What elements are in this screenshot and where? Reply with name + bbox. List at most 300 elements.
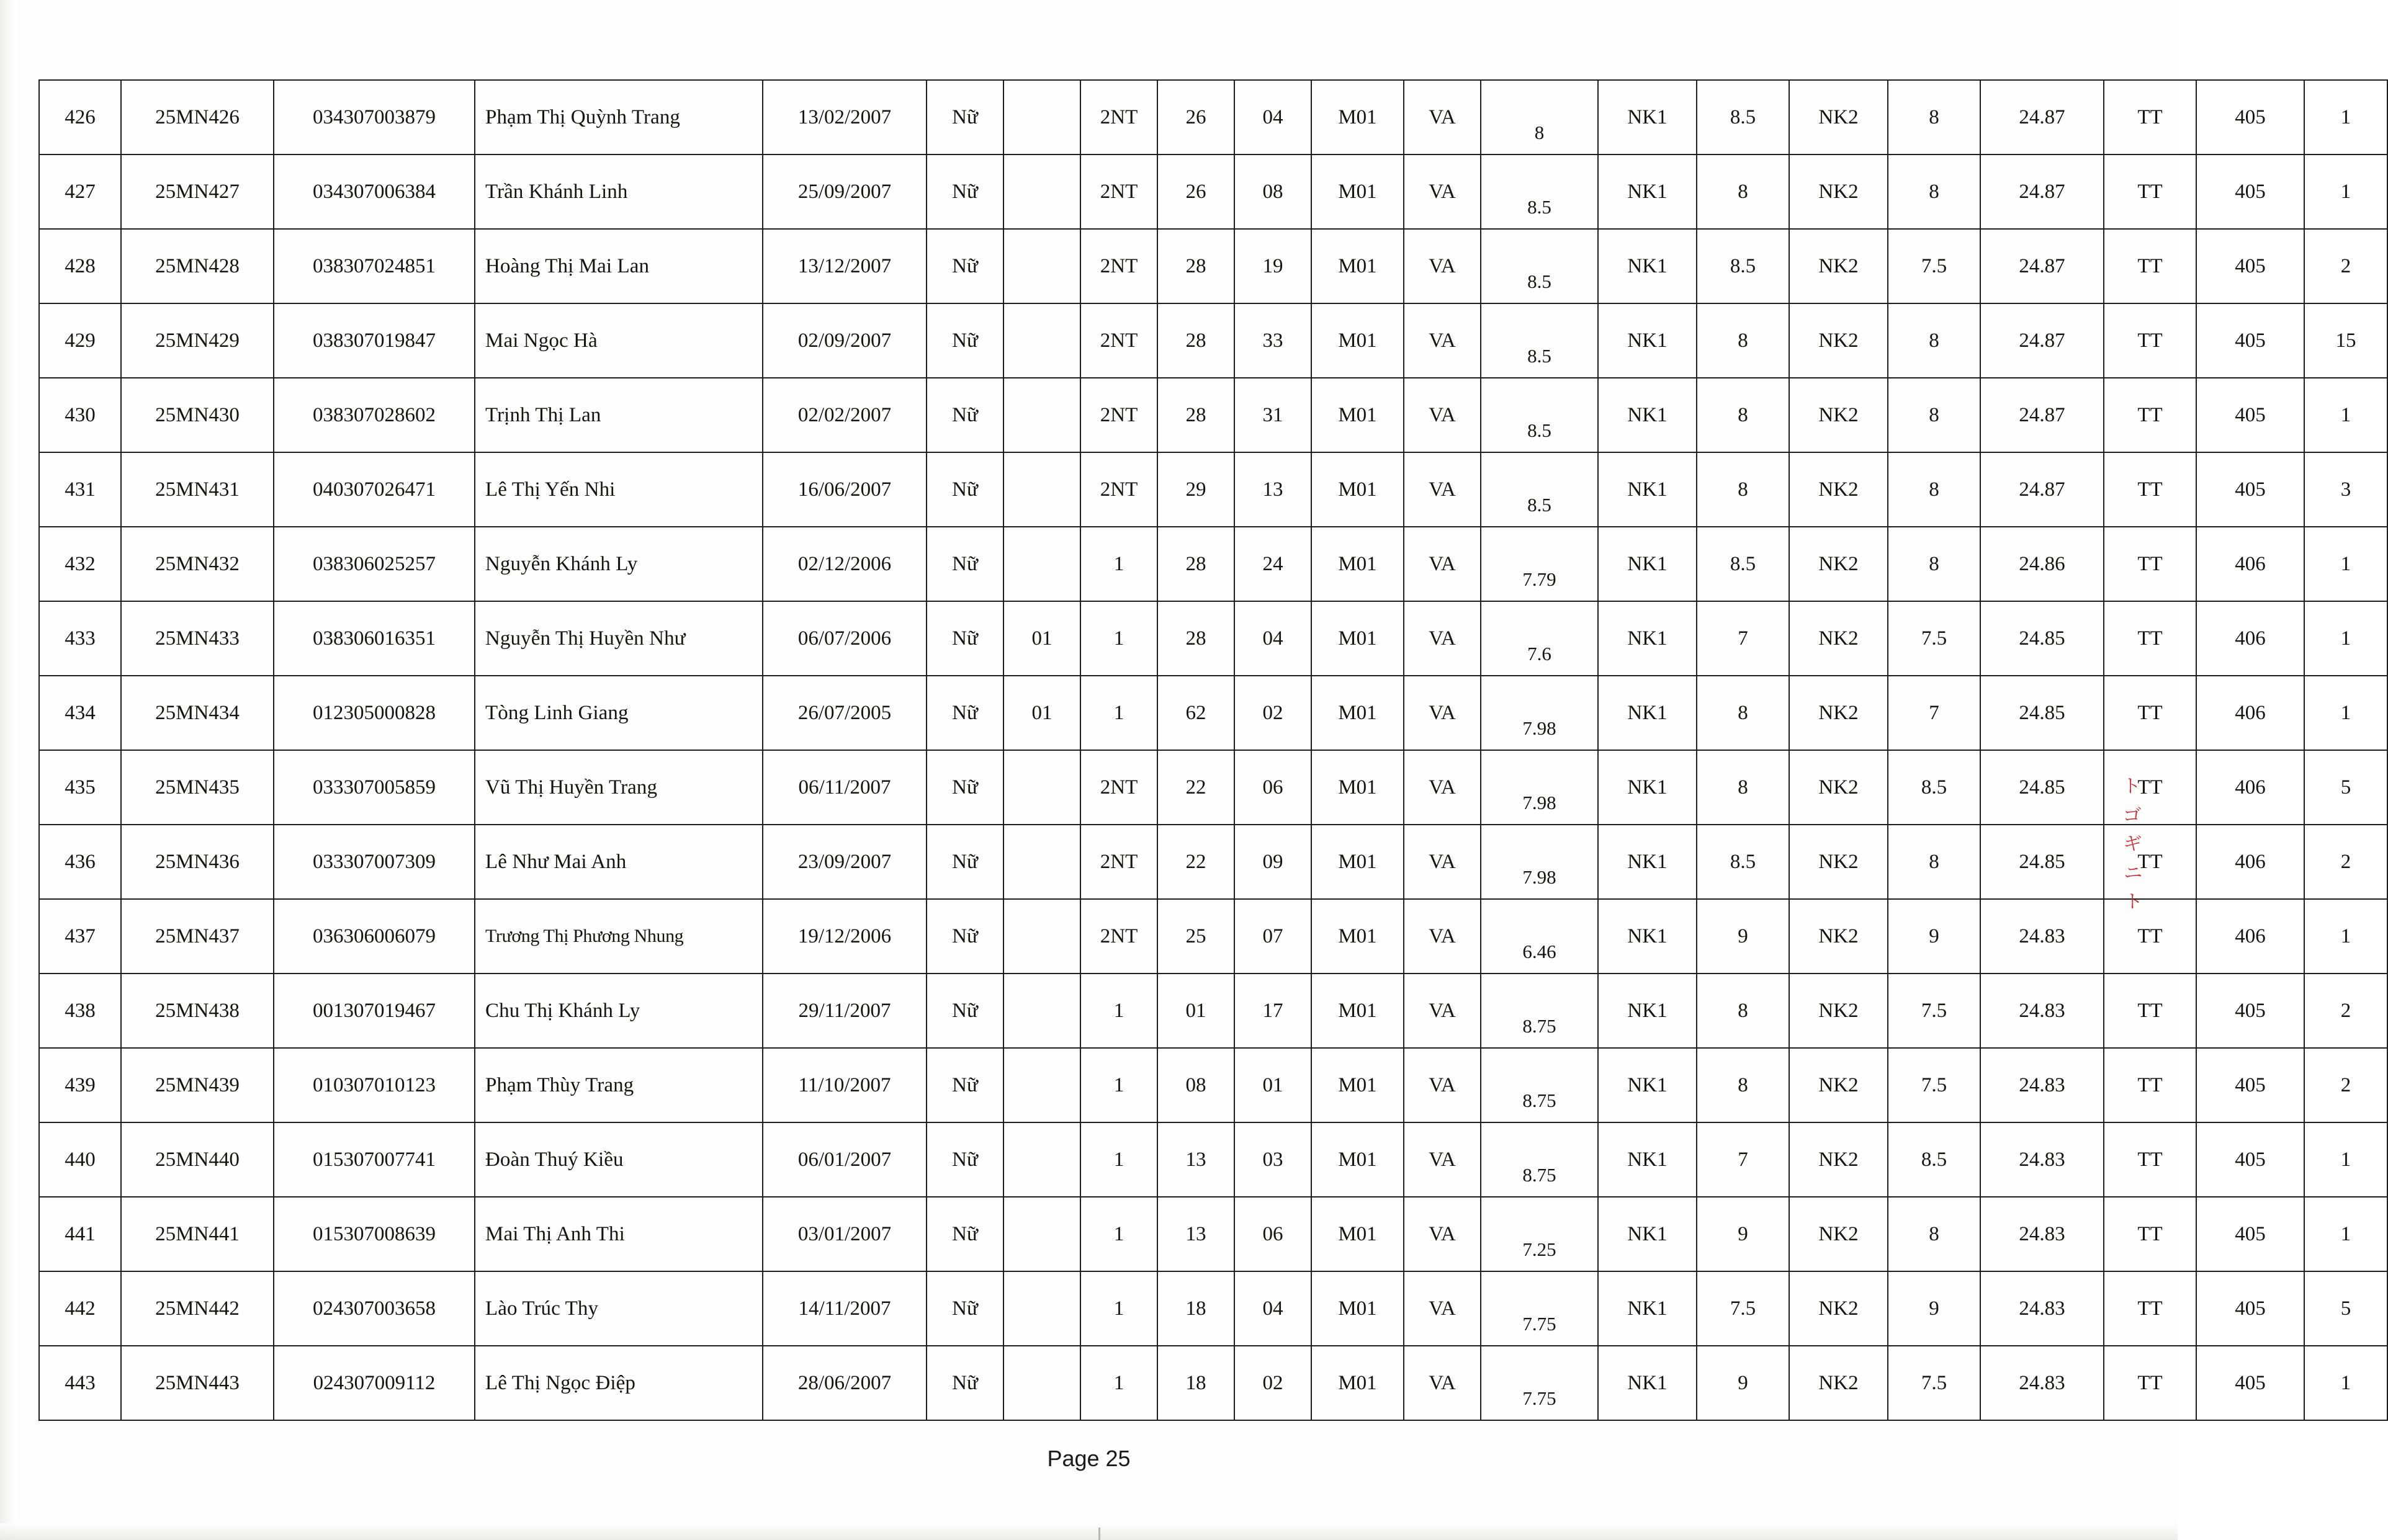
cell-nk1-label: NK1 bbox=[1598, 303, 1697, 378]
cell-status: TT bbox=[2104, 452, 2196, 527]
cell-stt: 432 bbox=[39, 527, 121, 601]
cell-total: 24.87 bbox=[1980, 452, 2104, 527]
cell-total: 24.87 bbox=[1980, 80, 2104, 154]
table-row bbox=[39, 80, 2387, 154]
margin-annotation-char-5: ト bbox=[2124, 891, 2144, 913]
cell-cccd: 038306016351 bbox=[274, 601, 475, 676]
cell-sex: Nữ bbox=[927, 899, 1003, 974]
cell-sex: Nữ bbox=[927, 974, 1003, 1048]
margin-annotation-char-2: ゴ bbox=[2122, 805, 2142, 826]
cell-kv-extra bbox=[1003, 825, 1080, 899]
cell-sbd: 25MN429 bbox=[121, 303, 274, 378]
cell-va-label: VA bbox=[1404, 452, 1481, 527]
cell-va-score bbox=[1481, 899, 1598, 974]
cell-major-code: 405 bbox=[2196, 1122, 2304, 1197]
cell-code-1: 28 bbox=[1157, 601, 1234, 676]
margin-annotation-char-4: ニ bbox=[2124, 862, 2143, 884]
cell-stt: 433 bbox=[39, 601, 121, 676]
cell-sbd: 25MN441 bbox=[121, 1197, 274, 1271]
cell-kv-extra bbox=[1003, 899, 1080, 974]
cell-sbd: 25MN443 bbox=[121, 1346, 274, 1420]
cell-total: 24.86 bbox=[1980, 527, 2104, 601]
cell-nk1-label: NK1 bbox=[1598, 1271, 1697, 1346]
cell-nk2-label: NK2 bbox=[1789, 154, 1888, 229]
cell-code-2: 04 bbox=[1234, 80, 1311, 154]
cell-name bbox=[475, 1197, 763, 1271]
candidate-name: Vũ Thị Huyền Trang bbox=[485, 776, 658, 799]
cell-stt: 439 bbox=[39, 1048, 121, 1122]
cell-status: TT bbox=[2104, 1197, 2196, 1271]
cell-kv-extra bbox=[1003, 154, 1080, 229]
cell-total: 24.83 bbox=[1980, 1271, 2104, 1346]
cell-name bbox=[475, 154, 763, 229]
cell-cccd: 001307019467 bbox=[274, 974, 475, 1048]
candidate-name: Tòng Linh Giang bbox=[485, 701, 629, 724]
cell-nk1-score: 8 bbox=[1697, 676, 1789, 750]
cell-priority: 2NT bbox=[1080, 899, 1157, 974]
cell-nk2-label: NK2 bbox=[1789, 80, 1888, 154]
cell-kv-extra bbox=[1003, 229, 1080, 303]
candidate-name: Lê Thị Yến Nhi bbox=[485, 478, 616, 501]
cell-major-code: 405 bbox=[2196, 229, 2304, 303]
cell-code-2: 24 bbox=[1234, 527, 1311, 601]
cell-status: TT bbox=[2104, 1122, 2196, 1197]
cell-total: 24.83 bbox=[1980, 1346, 2104, 1420]
candidate-name: Phạm Thùy Trang bbox=[485, 1073, 634, 1096]
cell-dob: 11/10/2007 bbox=[763, 1048, 927, 1122]
cell-kv-extra bbox=[1003, 1048, 1080, 1122]
cell-total: 24.83 bbox=[1980, 1197, 2104, 1271]
cell-total: 24.83 bbox=[1980, 974, 2104, 1048]
cell-cccd: 038307028602 bbox=[274, 378, 475, 452]
cell-code-1: 29 bbox=[1157, 452, 1234, 527]
cell-nk1-score: 8 bbox=[1697, 378, 1789, 452]
cell-stt: 427 bbox=[39, 154, 121, 229]
cell-nk1-score: 8.5 bbox=[1697, 825, 1789, 899]
cell-subject-group: M01 bbox=[1311, 378, 1404, 452]
cell-major-code: 405 bbox=[2196, 1197, 2304, 1271]
cell-dob: 13/12/2007 bbox=[763, 229, 927, 303]
cell-sbd: 25MN435 bbox=[121, 750, 274, 825]
cell-subject-group: M01 bbox=[1311, 452, 1404, 527]
cell-va-score bbox=[1481, 527, 1598, 601]
cell-name bbox=[475, 378, 763, 452]
cell-sbd: 25MN431 bbox=[121, 452, 274, 527]
cell-code-2: 04 bbox=[1234, 1271, 1311, 1346]
cell-nk1-score: 8.5 bbox=[1697, 527, 1789, 601]
cell-va-label: VA bbox=[1404, 1197, 1481, 1271]
va-score-value: 8.5 bbox=[1527, 270, 1551, 292]
cell-nk2-label: NK2 bbox=[1789, 452, 1888, 527]
cell-sbd: 25MN433 bbox=[121, 601, 274, 676]
cell-priority: 2NT bbox=[1080, 452, 1157, 527]
cell-subject-group: M01 bbox=[1311, 303, 1404, 378]
cell-cccd: 012305000828 bbox=[274, 676, 475, 750]
cell-va-score bbox=[1481, 825, 1598, 899]
cell-va-score bbox=[1481, 1197, 1598, 1271]
cell-stt: 426 bbox=[39, 80, 121, 154]
cell-subject-group: M01 bbox=[1311, 974, 1404, 1048]
candidate-name: Lê Thị Ngọc Điệp bbox=[485, 1371, 636, 1394]
cell-cccd: 015307008639 bbox=[274, 1197, 475, 1271]
cell-nk2-score: 7 bbox=[1888, 676, 1980, 750]
cell-va-score bbox=[1481, 229, 1598, 303]
cell-va-label: VA bbox=[1404, 676, 1481, 750]
candidate-name: Lào Trúc Thy bbox=[485, 1297, 599, 1320]
candidate-name: Nguyễn Thị Huyền Như bbox=[485, 627, 686, 650]
cell-status: TT bbox=[2104, 303, 2196, 378]
cell-dob: 23/09/2007 bbox=[763, 825, 927, 899]
cell-major-code: 405 bbox=[2196, 303, 2304, 378]
cell-rank: 1 bbox=[2304, 1197, 2387, 1271]
cell-va-score bbox=[1481, 452, 1598, 527]
scan-edge-bottom bbox=[0, 1523, 2178, 1540]
cell-sex: Nữ bbox=[927, 825, 1003, 899]
cell-rank: 2 bbox=[2304, 229, 2387, 303]
cell-subject-group: M01 bbox=[1311, 825, 1404, 899]
cell-name bbox=[475, 601, 763, 676]
handwritten-margin-annotation bbox=[2104, 772, 2162, 917]
cell-nk1-label: NK1 bbox=[1598, 601, 1697, 676]
cell-nk1-label: NK1 bbox=[1598, 899, 1697, 974]
margin-annotation-char-1: ト bbox=[2122, 776, 2142, 797]
margin-annotation-char-3: ギ bbox=[2123, 833, 2143, 855]
cell-code-2: 06 bbox=[1234, 750, 1311, 825]
cell-nk2-score: 8.5 bbox=[1888, 750, 1980, 825]
cell-total: 24.87 bbox=[1980, 154, 2104, 229]
cell-status: TT bbox=[2104, 974, 2196, 1048]
cell-major-code: 406 bbox=[2196, 750, 2304, 825]
cell-va-label: VA bbox=[1404, 80, 1481, 154]
cell-major-code: 405 bbox=[2196, 974, 2304, 1048]
cell-nk1-label: NK1 bbox=[1598, 676, 1697, 750]
cell-major-code: 406 bbox=[2196, 601, 2304, 676]
cell-cccd: 036306006079 bbox=[274, 899, 475, 974]
cell-sex: Nữ bbox=[927, 378, 1003, 452]
scan-tick-mark bbox=[1098, 1528, 1100, 1540]
cell-code-1: 08 bbox=[1157, 1048, 1234, 1122]
cell-priority: 2NT bbox=[1080, 229, 1157, 303]
cell-code-1: 22 bbox=[1157, 825, 1234, 899]
cell-cccd: 024307009112 bbox=[274, 1346, 475, 1420]
cell-sex: Nữ bbox=[927, 80, 1003, 154]
cell-stt: 434 bbox=[39, 676, 121, 750]
cell-sex: Nữ bbox=[927, 601, 1003, 676]
table-row bbox=[39, 1197, 2387, 1271]
cell-name bbox=[475, 750, 763, 825]
cell-status: TT bbox=[2104, 229, 2196, 303]
cell-nk2-label: NK2 bbox=[1789, 378, 1888, 452]
cell-nk1-score: 8 bbox=[1697, 303, 1789, 378]
cell-cccd: 038307024851 bbox=[274, 229, 475, 303]
table-row bbox=[39, 1346, 2387, 1420]
va-score-value: 7.25 bbox=[1522, 1238, 1556, 1260]
cell-cccd: 024307003658 bbox=[274, 1271, 475, 1346]
cell-rank: 1 bbox=[2304, 676, 2387, 750]
cell-nk2-score: 7.5 bbox=[1888, 1346, 1980, 1420]
candidate-name: Trịnh Thị Lan bbox=[485, 403, 601, 426]
cell-subject-group: M01 bbox=[1311, 1271, 1404, 1346]
cell-total: 24.85 bbox=[1980, 825, 2104, 899]
cell-stt: 431 bbox=[39, 452, 121, 527]
cell-dob: 02/09/2007 bbox=[763, 303, 927, 378]
cell-sex: Nữ bbox=[927, 154, 1003, 229]
table-row bbox=[39, 229, 2387, 303]
cell-nk2-score: 7.5 bbox=[1888, 601, 1980, 676]
cell-code-2: 04 bbox=[1234, 601, 1311, 676]
cell-major-code: 405 bbox=[2196, 378, 2304, 452]
cell-kv-extra bbox=[1003, 974, 1080, 1048]
cell-dob: 03/01/2007 bbox=[763, 1197, 927, 1271]
table-row bbox=[39, 378, 2387, 452]
cell-cccd: 010307010123 bbox=[274, 1048, 475, 1122]
cell-nk1-label: NK1 bbox=[1598, 974, 1697, 1048]
cell-kv-extra bbox=[1003, 80, 1080, 154]
cell-name bbox=[475, 1271, 763, 1346]
cell-code-2: 01 bbox=[1234, 1048, 1311, 1122]
cell-sex: Nữ bbox=[927, 676, 1003, 750]
va-score-value: 7.79 bbox=[1522, 568, 1556, 590]
cell-name bbox=[475, 452, 763, 527]
cell-code-2: 09 bbox=[1234, 825, 1311, 899]
cell-priority: 2NT bbox=[1080, 303, 1157, 378]
cell-kv-extra bbox=[1003, 527, 1080, 601]
cell-dob: 06/11/2007 bbox=[763, 750, 927, 825]
cell-nk1-score: 8 bbox=[1697, 750, 1789, 825]
cell-rank: 1 bbox=[2304, 80, 2387, 154]
cell-sbd: 25MN434 bbox=[121, 676, 274, 750]
cell-code-1: 28 bbox=[1157, 527, 1234, 601]
cell-nk1-label: NK1 bbox=[1598, 154, 1697, 229]
cell-name bbox=[475, 974, 763, 1048]
cell-nk1-score: 8 bbox=[1697, 1048, 1789, 1122]
cell-dob: 02/02/2007 bbox=[763, 378, 927, 452]
cell-sex: Nữ bbox=[927, 229, 1003, 303]
cell-nk2-label: NK2 bbox=[1789, 303, 1888, 378]
table-row bbox=[39, 974, 2387, 1048]
cell-va-score bbox=[1481, 154, 1598, 229]
cell-nk1-score: 7 bbox=[1697, 1122, 1789, 1197]
cell-va-score bbox=[1481, 676, 1598, 750]
cell-priority: 1 bbox=[1080, 601, 1157, 676]
cell-stt: 440 bbox=[39, 1122, 121, 1197]
cell-major-code: 405 bbox=[2196, 154, 2304, 229]
cell-nk2-score: 7.5 bbox=[1888, 1048, 1980, 1122]
cell-nk1-label: NK1 bbox=[1598, 1197, 1697, 1271]
table-row bbox=[39, 601, 2387, 676]
cell-kv-extra bbox=[1003, 750, 1080, 825]
cell-va-label: VA bbox=[1404, 825, 1481, 899]
cell-sex: Nữ bbox=[927, 527, 1003, 601]
cell-nk1-score: 7.5 bbox=[1697, 1271, 1789, 1346]
candidate-name: Trương Thị Phương Nhung bbox=[485, 926, 684, 946]
cell-code-1: 26 bbox=[1157, 80, 1234, 154]
cell-priority: 1 bbox=[1080, 676, 1157, 750]
cell-rank: 3 bbox=[2304, 452, 2387, 527]
cell-kv-extra bbox=[1003, 1197, 1080, 1271]
cell-cccd: 033307005859 bbox=[274, 750, 475, 825]
cell-kv-extra bbox=[1003, 303, 1080, 378]
cell-sbd: 25MN430 bbox=[121, 378, 274, 452]
candidate-name: Nguyễn Khánh Ly bbox=[485, 552, 638, 575]
cell-nk1-score: 7 bbox=[1697, 601, 1789, 676]
cell-total: 24.83 bbox=[1980, 1048, 2104, 1122]
cell-subject-group: M01 bbox=[1311, 899, 1404, 974]
cell-subject-group: M01 bbox=[1311, 1122, 1404, 1197]
table-row bbox=[39, 676, 2387, 750]
cell-rank: 1 bbox=[2304, 1346, 2387, 1420]
cell-code-2: 13 bbox=[1234, 452, 1311, 527]
cell-code-2: 06 bbox=[1234, 1197, 1311, 1271]
cell-nk2-score: 8 bbox=[1888, 154, 1980, 229]
cell-rank: 2 bbox=[2304, 974, 2387, 1048]
cell-nk2-score: 8 bbox=[1888, 527, 1980, 601]
cell-va-score bbox=[1481, 1048, 1598, 1122]
cell-major-code: 406 bbox=[2196, 676, 2304, 750]
cell-nk2-score: 8 bbox=[1888, 303, 1980, 378]
cell-nk2-label: NK2 bbox=[1789, 1048, 1888, 1122]
cell-nk2-label: NK2 bbox=[1789, 899, 1888, 974]
cell-nk1-label: NK1 bbox=[1598, 229, 1697, 303]
cell-priority: 2NT bbox=[1080, 750, 1157, 825]
cell-name bbox=[475, 899, 763, 974]
cell-kv-extra bbox=[1003, 1346, 1080, 1420]
cell-code-1: 18 bbox=[1157, 1346, 1234, 1420]
cell-major-code: 405 bbox=[2196, 1048, 2304, 1122]
cell-nk2-score: 8 bbox=[1888, 1197, 1980, 1271]
cell-subject-group: M01 bbox=[1311, 601, 1404, 676]
cell-va-label: VA bbox=[1404, 899, 1481, 974]
table-row bbox=[39, 527, 2387, 601]
cell-kv-extra bbox=[1003, 452, 1080, 527]
cell-sbd: 25MN427 bbox=[121, 154, 274, 229]
cell-kv-extra bbox=[1003, 378, 1080, 452]
cell-nk1-score: 9 bbox=[1697, 1346, 1789, 1420]
cell-kv-extra: 01 bbox=[1003, 601, 1080, 676]
cell-code-2: 03 bbox=[1234, 1122, 1311, 1197]
cell-nk1-score: 9 bbox=[1697, 1197, 1789, 1271]
cell-major-code: 405 bbox=[2196, 1346, 2304, 1420]
va-score-value: 7.75 bbox=[1522, 1387, 1556, 1409]
cell-rank: 1 bbox=[2304, 1122, 2387, 1197]
cell-sex: Nữ bbox=[927, 1271, 1003, 1346]
cell-total: 24.87 bbox=[1980, 229, 2104, 303]
cell-sbd: 25MN442 bbox=[121, 1271, 274, 1346]
cell-cccd: 038306025257 bbox=[274, 527, 475, 601]
candidate-name: Lê Như Mai Anh bbox=[485, 850, 627, 873]
va-score-value: 8.5 bbox=[1527, 344, 1551, 367]
cell-priority: 2NT bbox=[1080, 378, 1157, 452]
cell-stt: 430 bbox=[39, 378, 121, 452]
cell-code-2: 07 bbox=[1234, 899, 1311, 974]
cell-subject-group: M01 bbox=[1311, 676, 1404, 750]
table-row bbox=[39, 1122, 2387, 1197]
cell-sex: Nữ bbox=[927, 1122, 1003, 1197]
cell-name bbox=[475, 303, 763, 378]
cell-status: TT bbox=[2104, 1048, 2196, 1122]
cell-nk1-label: NK1 bbox=[1598, 80, 1697, 154]
cell-total: 24.87 bbox=[1980, 378, 2104, 452]
cell-code-2: 19 bbox=[1234, 229, 1311, 303]
va-score-value: 7.98 bbox=[1522, 717, 1556, 739]
scan-edge-left bbox=[0, 0, 16, 1540]
table-row bbox=[39, 825, 2387, 899]
cell-status: TT bbox=[2104, 676, 2196, 750]
cell-va-label: VA bbox=[1404, 154, 1481, 229]
cell-kv-extra bbox=[1003, 1271, 1080, 1346]
cell-rank: 1 bbox=[2304, 378, 2387, 452]
results-table bbox=[38, 79, 2388, 1421]
cell-dob: 06/07/2006 bbox=[763, 601, 927, 676]
cell-va-score bbox=[1481, 303, 1598, 378]
table-row bbox=[39, 1271, 2387, 1346]
cell-rank: 1 bbox=[2304, 899, 2387, 974]
candidate-name: Trần Khánh Linh bbox=[485, 180, 628, 203]
cell-nk1-label: NK1 bbox=[1598, 378, 1697, 452]
cell-priority: 1 bbox=[1080, 1048, 1157, 1122]
cell-subject-group: M01 bbox=[1311, 750, 1404, 825]
cell-cccd: 033307007309 bbox=[274, 825, 475, 899]
va-score-value: 8.75 bbox=[1522, 1163, 1556, 1186]
va-score-value: 7.75 bbox=[1522, 1312, 1556, 1335]
cell-va-score bbox=[1481, 1122, 1598, 1197]
cell-status: TT bbox=[2104, 825, 2196, 899]
cell-nk1-label: NK1 bbox=[1598, 1048, 1697, 1122]
cell-status: TT bbox=[2104, 378, 2196, 452]
cell-nk1-label: NK1 bbox=[1598, 452, 1697, 527]
cell-stt: 438 bbox=[39, 974, 121, 1048]
table-row bbox=[39, 899, 2387, 974]
cell-dob: 25/09/2007 bbox=[763, 154, 927, 229]
cell-nk1-score: 8 bbox=[1697, 154, 1789, 229]
cell-nk2-score: 8 bbox=[1888, 825, 1980, 899]
cell-priority: 1 bbox=[1080, 974, 1157, 1048]
cell-status: TT bbox=[2104, 1346, 2196, 1420]
cell-name bbox=[475, 825, 763, 899]
cell-status: TT bbox=[2104, 1271, 2196, 1346]
cell-rank: 1 bbox=[2304, 601, 2387, 676]
cell-va-label: VA bbox=[1404, 378, 1481, 452]
cell-status: TT bbox=[2104, 601, 2196, 676]
cell-code-1: 13 bbox=[1157, 1122, 1234, 1197]
table-row bbox=[39, 452, 2387, 527]
cell-subject-group: M01 bbox=[1311, 154, 1404, 229]
va-score-value: 8.5 bbox=[1527, 419, 1551, 441]
cell-code-1: 22 bbox=[1157, 750, 1234, 825]
cell-stt: 428 bbox=[39, 229, 121, 303]
cell-priority: 1 bbox=[1080, 1271, 1157, 1346]
cell-name bbox=[475, 80, 763, 154]
cell-nk2-label: NK2 bbox=[1789, 1346, 1888, 1420]
cell-sex: Nữ bbox=[927, 303, 1003, 378]
cell-nk2-score: 7.5 bbox=[1888, 229, 1980, 303]
cell-va-label: VA bbox=[1404, 601, 1481, 676]
cell-nk2-score: 7.5 bbox=[1888, 974, 1980, 1048]
cell-stt: 437 bbox=[39, 899, 121, 974]
cell-rank: 2 bbox=[2304, 1048, 2387, 1122]
cell-va-label: VA bbox=[1404, 750, 1481, 825]
cell-nk2-label: NK2 bbox=[1789, 601, 1888, 676]
cell-dob: 02/12/2006 bbox=[763, 527, 927, 601]
cell-code-1: 28 bbox=[1157, 303, 1234, 378]
cell-major-code: 406 bbox=[2196, 527, 2304, 601]
cell-total: 24.83 bbox=[1980, 1122, 2104, 1197]
cell-nk1-label: NK1 bbox=[1598, 825, 1697, 899]
cell-nk2-score: 8 bbox=[1888, 378, 1980, 452]
cell-subject-group: M01 bbox=[1311, 80, 1404, 154]
cell-kv-extra: 01 bbox=[1003, 676, 1080, 750]
cell-sex: Nữ bbox=[927, 1048, 1003, 1122]
